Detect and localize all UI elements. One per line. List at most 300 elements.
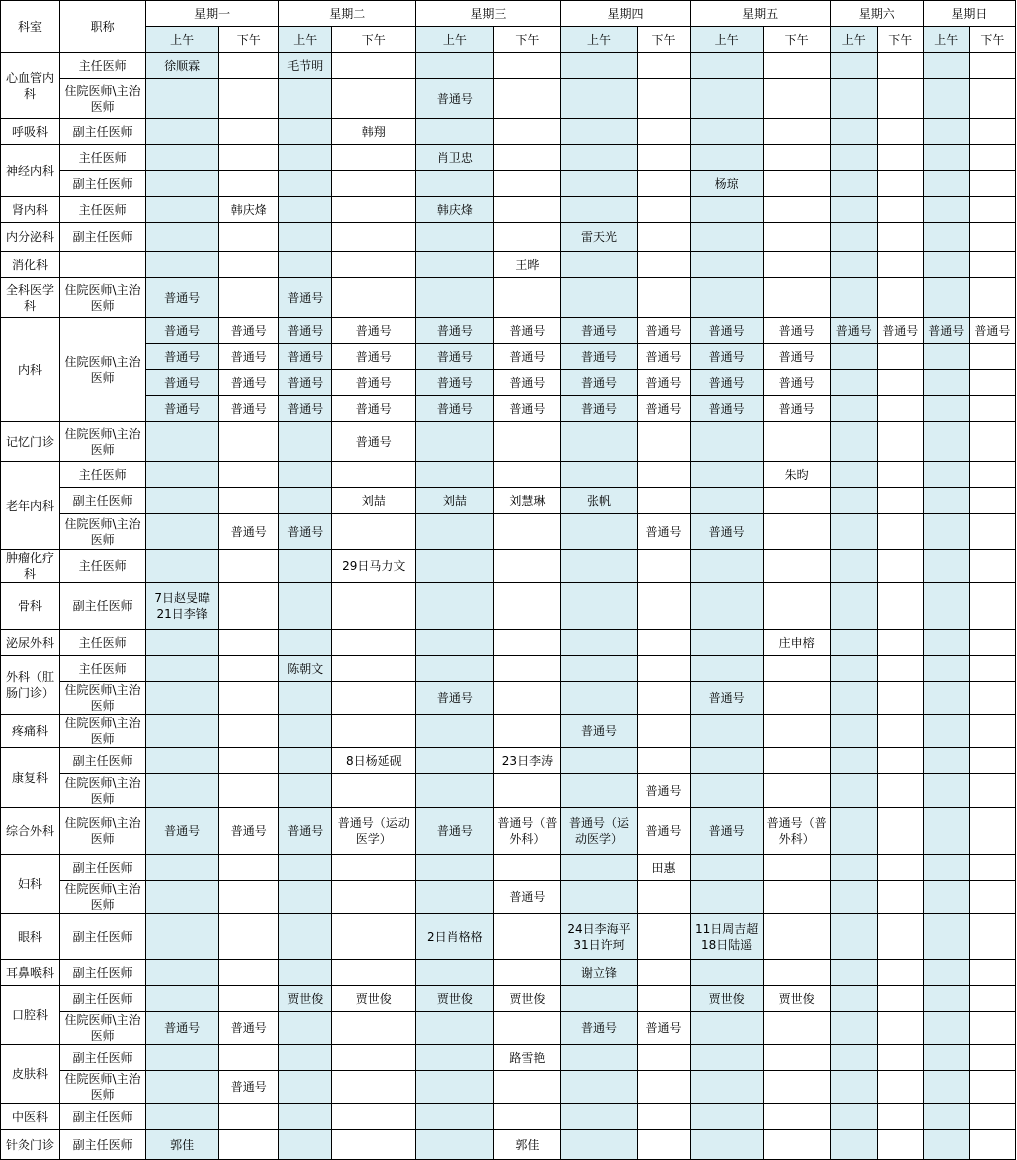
- schedule-cell: [877, 960, 923, 986]
- schedule-cell: [877, 656, 923, 682]
- schedule-cell: [637, 197, 690, 223]
- schedule-cell: [146, 1045, 219, 1071]
- doctor-title-cell: 主任医师: [60, 656, 146, 682]
- schedule-cell: [219, 1045, 279, 1071]
- schedule-cell: [969, 1045, 1015, 1071]
- schedule-cell: [416, 855, 494, 881]
- schedule-cell: [877, 370, 923, 396]
- schedule-cell: [416, 514, 494, 550]
- schedule-cell: [332, 252, 416, 278]
- schedule-cell: [146, 550, 219, 583]
- schedule-cell: [637, 223, 690, 252]
- schedule-row: [1, 986, 1016, 1012]
- schedule-cell: 普通号: [561, 318, 637, 344]
- schedule-cell: 路雪艳: [494, 1045, 561, 1071]
- schedule-cell: [219, 145, 279, 171]
- period-header-pm: 下午: [219, 27, 279, 53]
- schedule-cell: 普通号: [830, 318, 877, 344]
- schedule-cell: [279, 1012, 332, 1045]
- schedule-cell: [690, 881, 763, 914]
- schedule-cell: 普通号: [637, 774, 690, 808]
- schedule-cell: [332, 855, 416, 881]
- schedule-cell: [969, 119, 1015, 145]
- schedule-cell: [923, 197, 969, 223]
- schedule-cell: [416, 422, 494, 462]
- schedule-row: [1, 583, 1016, 630]
- schedule-cell: [830, 223, 877, 252]
- schedule-cell: [763, 514, 830, 550]
- schedule-cell: 普通号: [416, 79, 494, 119]
- schedule-cell: 朱昀: [763, 462, 830, 488]
- schedule-row: [1, 396, 1016, 422]
- schedule-cell: [416, 462, 494, 488]
- schedule-cell: [146, 79, 219, 119]
- schedule-cell: [494, 914, 561, 960]
- schedule-cell: [416, 630, 494, 656]
- schedule-cell: [923, 422, 969, 462]
- schedule-cell: [561, 278, 637, 318]
- schedule-cell: [690, 278, 763, 318]
- schedule-cell: [637, 748, 690, 774]
- schedule-cell: [561, 79, 637, 119]
- schedule-cell: [969, 774, 1015, 808]
- schedule-cell: [830, 171, 877, 197]
- department-cell: 耳鼻喉科: [1, 960, 60, 986]
- schedule-cell: [690, 550, 763, 583]
- department-cell: 泌尿外科: [1, 630, 60, 656]
- schedule-row: [1, 914, 1016, 960]
- schedule-cell: [332, 197, 416, 223]
- schedule-cell: [923, 1104, 969, 1130]
- schedule-cell: [877, 630, 923, 656]
- schedule-cell: [830, 748, 877, 774]
- schedule-cell: [332, 960, 416, 986]
- schedule-cell: [830, 682, 877, 715]
- schedule-cell: [763, 223, 830, 252]
- schedule-cell: [146, 488, 219, 514]
- schedule-cell: [763, 53, 830, 79]
- schedule-cell: 田惠: [637, 855, 690, 881]
- schedule-cell: [690, 488, 763, 514]
- schedule-cell: 普通号: [561, 715, 637, 748]
- schedule-cell: [969, 748, 1015, 774]
- schedule-cell: [969, 656, 1015, 682]
- schedule-cell: [146, 462, 219, 488]
- schedule-cell: [923, 488, 969, 514]
- schedule-cell: [219, 223, 279, 252]
- doctor-title-cell: 副主任医师: [60, 1045, 146, 1071]
- schedule-row: [1, 197, 1016, 223]
- schedule-cell: [332, 656, 416, 682]
- schedule-cell: 普通号: [146, 808, 219, 855]
- schedule-cell: [877, 1012, 923, 1045]
- schedule-cell: [279, 748, 332, 774]
- doctor-title-cell: [60, 252, 146, 278]
- schedule-cell: [561, 53, 637, 79]
- schedule-cell: [279, 1104, 332, 1130]
- schedule-cell: [637, 656, 690, 682]
- schedule-cell: 普通号: [494, 344, 561, 370]
- schedule-cell: [416, 252, 494, 278]
- schedule-cell: 普通号: [332, 396, 416, 422]
- schedule-cell: 普通号: [637, 318, 690, 344]
- schedule-cell: [146, 514, 219, 550]
- schedule-cell: [877, 550, 923, 583]
- schedule-cell: [279, 855, 332, 881]
- schedule-cell: [877, 748, 923, 774]
- schedule-cell: [763, 881, 830, 914]
- schedule-cell: [494, 1012, 561, 1045]
- schedule-cell: [637, 914, 690, 960]
- schedule-cell: [416, 1104, 494, 1130]
- schedule-cell: [219, 462, 279, 488]
- schedule-cell: [969, 808, 1015, 855]
- schedule-cell: [332, 1104, 416, 1130]
- schedule-cell: [494, 656, 561, 682]
- schedule-cell: [279, 960, 332, 986]
- doctor-title-cell: 住院医师\主治医师: [60, 808, 146, 855]
- schedule-cell: [923, 630, 969, 656]
- department-cell: 康复科: [1, 748, 60, 808]
- schedule-cell: [561, 422, 637, 462]
- schedule-cell: [830, 514, 877, 550]
- schedule-cell: [969, 630, 1015, 656]
- schedule-cell: [969, 682, 1015, 715]
- schedule-cell: 普通号: [690, 808, 763, 855]
- schedule-cell: [561, 119, 637, 145]
- department-cell: 综合外科: [1, 808, 60, 855]
- schedule-row: [1, 318, 1016, 344]
- title-column-header: 职称: [60, 1, 146, 53]
- schedule-cell: [830, 960, 877, 986]
- schedule-cell: 普通号: [279, 808, 332, 855]
- schedule-cell: [637, 630, 690, 656]
- schedule-row: [1, 715, 1016, 748]
- schedule-cell: [561, 1104, 637, 1130]
- schedule-cell: [332, 53, 416, 79]
- schedule-cell: [637, 145, 690, 171]
- schedule-cell: [332, 1045, 416, 1071]
- doctor-title-cell: 副主任医师: [60, 223, 146, 252]
- schedule-cell: 普通号: [561, 370, 637, 396]
- schedule-cell: 24日李海平 31日许珂: [561, 914, 637, 960]
- department-cell: 口腔科: [1, 986, 60, 1045]
- schedule-cell: [923, 550, 969, 583]
- period-header-am: 上午: [279, 27, 332, 53]
- schedule-cell: [279, 1045, 332, 1071]
- schedule-cell: [877, 462, 923, 488]
- schedule-cell: [923, 1045, 969, 1071]
- schedule-cell: 普通号: [969, 318, 1015, 344]
- schedule-cell: [923, 774, 969, 808]
- schedule-cell: [637, 488, 690, 514]
- doctor-title-cell: 副主任医师: [60, 748, 146, 774]
- schedule-cell: [877, 774, 923, 808]
- day-header-wed: 星期三: [416, 1, 561, 27]
- schedule-cell: 普通号: [219, 370, 279, 396]
- schedule-cell: [561, 748, 637, 774]
- schedule-cell: [969, 145, 1015, 171]
- schedule-cell: [690, 855, 763, 881]
- schedule-cell: [416, 1071, 494, 1104]
- schedule-cell: [561, 197, 637, 223]
- schedule-cell: 普通号: [690, 396, 763, 422]
- schedule-cell: 普通号: [219, 396, 279, 422]
- schedule-cell: [637, 583, 690, 630]
- schedule-cell: [830, 1130, 877, 1160]
- schedule-cell: [332, 682, 416, 715]
- schedule-row: [1, 1045, 1016, 1071]
- schedule-cell: [923, 462, 969, 488]
- schedule-cell: [877, 986, 923, 1012]
- day-header-row: [1, 1, 1016, 27]
- schedule-cell: [219, 748, 279, 774]
- schedule-row: [1, 370, 1016, 396]
- schedule-cell: [494, 197, 561, 223]
- doctor-title-cell: 副主任医师: [60, 1130, 146, 1160]
- schedule-cell: [830, 197, 877, 223]
- doctor-title-cell: 住院医师\主治医师: [60, 514, 146, 550]
- schedule-cell: [877, 278, 923, 318]
- department-cell: 全科医学科: [1, 278, 60, 318]
- schedule-cell: 普通号: [279, 370, 332, 396]
- schedule-cell: [923, 715, 969, 748]
- schedule-cell: [690, 715, 763, 748]
- schedule-cell: [494, 960, 561, 986]
- schedule-cell: [763, 252, 830, 278]
- schedule-cell: 普通号: [494, 881, 561, 914]
- schedule-cell: [494, 514, 561, 550]
- schedule-cell: [494, 53, 561, 79]
- schedule-cell: 贾世俊: [763, 986, 830, 1012]
- schedule-cell: [969, 1104, 1015, 1130]
- schedule-cell: [830, 881, 877, 914]
- schedule-cell: [830, 986, 877, 1012]
- schedule-cell: [690, 960, 763, 986]
- department-cell: 记忆门诊: [1, 422, 60, 462]
- schedule-cell: 普通号: [637, 370, 690, 396]
- doctor-title-cell: 住院医师\主治医师: [60, 1071, 146, 1104]
- schedule-row: [1, 682, 1016, 715]
- schedule-cell: [877, 1071, 923, 1104]
- doctor-title-cell: 主任医师: [60, 462, 146, 488]
- schedule-cell: [877, 1045, 923, 1071]
- schedule-cell: 11日周吉超 18日陆遥: [690, 914, 763, 960]
- schedule-cell: [332, 171, 416, 197]
- doctor-title-cell: 副主任医师: [60, 960, 146, 986]
- schedule-cell: [830, 422, 877, 462]
- schedule-cell: [494, 715, 561, 748]
- schedule-cell: [416, 960, 494, 986]
- schedule-cell: 普通号: [637, 396, 690, 422]
- period-header-pm: 下午: [494, 27, 561, 53]
- schedule-cell: [969, 53, 1015, 79]
- schedule-cell: [969, 986, 1015, 1012]
- schedule-cell: [279, 223, 332, 252]
- schedule-cell: [877, 171, 923, 197]
- schedule-cell: [923, 1130, 969, 1160]
- schedule-cell: [219, 171, 279, 197]
- schedule-cell: [279, 914, 332, 960]
- schedule-cell: [877, 715, 923, 748]
- schedule-cell: [830, 488, 877, 514]
- schedule-cell: [877, 682, 923, 715]
- schedule-body: [1, 53, 1016, 1160]
- schedule-cell: [969, 278, 1015, 318]
- schedule-cell: [763, 488, 830, 514]
- schedule-row: [1, 462, 1016, 488]
- schedule-cell: [877, 914, 923, 960]
- doctor-title-cell: 副主任医师: [60, 171, 146, 197]
- schedule-cell: [332, 79, 416, 119]
- schedule-cell: [561, 550, 637, 583]
- schedule-row: [1, 1130, 1016, 1160]
- schedule-cell: [219, 774, 279, 808]
- schedule-cell: [561, 583, 637, 630]
- schedule-cell: [830, 1012, 877, 1045]
- schedule-cell: [637, 1071, 690, 1104]
- schedule-cell: [279, 1130, 332, 1160]
- schedule-cell: [332, 774, 416, 808]
- schedule-cell: 普通号（运动医学）: [561, 808, 637, 855]
- department-cell: 皮肤科: [1, 1045, 60, 1104]
- schedule-cell: [279, 197, 332, 223]
- schedule-cell: [830, 855, 877, 881]
- period-header-pm: 下午: [332, 27, 416, 53]
- schedule-cell: [830, 583, 877, 630]
- day-header-fri: 星期五: [690, 1, 830, 27]
- schedule-cell: [219, 656, 279, 682]
- schedule-row: [1, 881, 1016, 914]
- schedule-cell: [923, 881, 969, 914]
- schedule-cell: [561, 1071, 637, 1104]
- schedule-cell: [219, 855, 279, 881]
- schedule-cell: 贾世俊: [690, 986, 763, 1012]
- schedule-cell: 韩翔: [332, 119, 416, 145]
- period-header-pm: 下午: [637, 27, 690, 53]
- schedule-cell: 普通号: [494, 318, 561, 344]
- schedule-cell: [690, 1045, 763, 1071]
- period-header-am: 上午: [146, 27, 219, 53]
- schedule-cell: [923, 1012, 969, 1045]
- schedule-cell: [830, 1104, 877, 1130]
- doctor-title-cell: 主任医师: [60, 53, 146, 79]
- schedule-cell: [494, 171, 561, 197]
- schedule-cell: [923, 278, 969, 318]
- schedule-cell: [332, 1130, 416, 1160]
- schedule-cell: [923, 986, 969, 1012]
- schedule-cell: [416, 774, 494, 808]
- schedule-cell: 普通号: [146, 396, 219, 422]
- department-cell: 消化科: [1, 252, 60, 278]
- schedule-cell: [923, 396, 969, 422]
- schedule-cell: [690, 1104, 763, 1130]
- doctor-title-cell: 主任医师: [60, 197, 146, 223]
- schedule-cell: [637, 462, 690, 488]
- schedule-cell: 庄申榕: [763, 630, 830, 656]
- schedule-cell: [877, 197, 923, 223]
- schedule-row: [1, 344, 1016, 370]
- schedule-cell: [923, 855, 969, 881]
- schedule-cell: [146, 1104, 219, 1130]
- schedule-cell: [969, 223, 1015, 252]
- schedule-cell: [219, 119, 279, 145]
- schedule-cell: 普通号: [279, 344, 332, 370]
- schedule-cell: [763, 914, 830, 960]
- schedule-cell: [969, 396, 1015, 422]
- schedule-cell: 普通号: [146, 1012, 219, 1045]
- schedule-cell: 毛节明: [279, 53, 332, 79]
- schedule-cell: [637, 171, 690, 197]
- schedule-cell: 普通号: [416, 344, 494, 370]
- schedule-cell: [637, 422, 690, 462]
- schedule-cell: 郭佳: [146, 1130, 219, 1160]
- schedule-cell: [830, 344, 877, 370]
- schedule-cell: 普通号: [690, 514, 763, 550]
- schedule-cell: [690, 252, 763, 278]
- schedule-cell: 普通号: [146, 278, 219, 318]
- schedule-cell: [969, 1012, 1015, 1045]
- schedule-cell: 刘喆: [332, 488, 416, 514]
- schedule-cell: 杨琼: [690, 171, 763, 197]
- schedule-cell: [637, 53, 690, 79]
- schedule-cell: 普通号: [877, 318, 923, 344]
- schedule-cell: [637, 119, 690, 145]
- schedule-cell: [146, 715, 219, 748]
- schedule-cell: [690, 422, 763, 462]
- doctor-title-cell: 副主任医师: [60, 488, 146, 514]
- schedule-cell: [690, 145, 763, 171]
- schedule-cell: [637, 960, 690, 986]
- schedule-cell: [763, 715, 830, 748]
- day-header-tue: 星期二: [279, 1, 416, 27]
- schedule-cell: [923, 682, 969, 715]
- schedule-cell: [219, 881, 279, 914]
- department-cell: 内分泌科: [1, 223, 60, 252]
- schedule-cell: [690, 462, 763, 488]
- schedule-cell: 8日杨延砚: [332, 748, 416, 774]
- schedule-cell: [763, 278, 830, 318]
- schedule-cell: [332, 881, 416, 914]
- schedule-cell: [690, 630, 763, 656]
- schedule-cell: [219, 914, 279, 960]
- schedule-cell: 谢立锋: [561, 960, 637, 986]
- day-header-thu: 星期四: [561, 1, 690, 27]
- schedule-cell: [637, 1130, 690, 1160]
- schedule-cell: [830, 630, 877, 656]
- schedule-cell: [146, 986, 219, 1012]
- schedule-cell: [637, 79, 690, 119]
- schedule-cell: [219, 422, 279, 462]
- schedule-cell: [561, 656, 637, 682]
- schedule-cell: [923, 748, 969, 774]
- schedule-cell: [830, 1045, 877, 1071]
- schedule-row: [1, 1012, 1016, 1045]
- schedule-cell: [279, 79, 332, 119]
- schedule-cell: [830, 396, 877, 422]
- schedule-cell: [637, 1045, 690, 1071]
- schedule-cell: [494, 855, 561, 881]
- schedule-cell: 普通号（普外科）: [763, 808, 830, 855]
- schedule-cell: [146, 119, 219, 145]
- schedule-cell: 普通号: [416, 318, 494, 344]
- schedule-cell: [877, 396, 923, 422]
- schedule-cell: [494, 119, 561, 145]
- schedule-cell: [923, 808, 969, 855]
- schedule-cell: [923, 583, 969, 630]
- schedule-cell: 贾世俊: [332, 986, 416, 1012]
- schedule-cell: [416, 1012, 494, 1045]
